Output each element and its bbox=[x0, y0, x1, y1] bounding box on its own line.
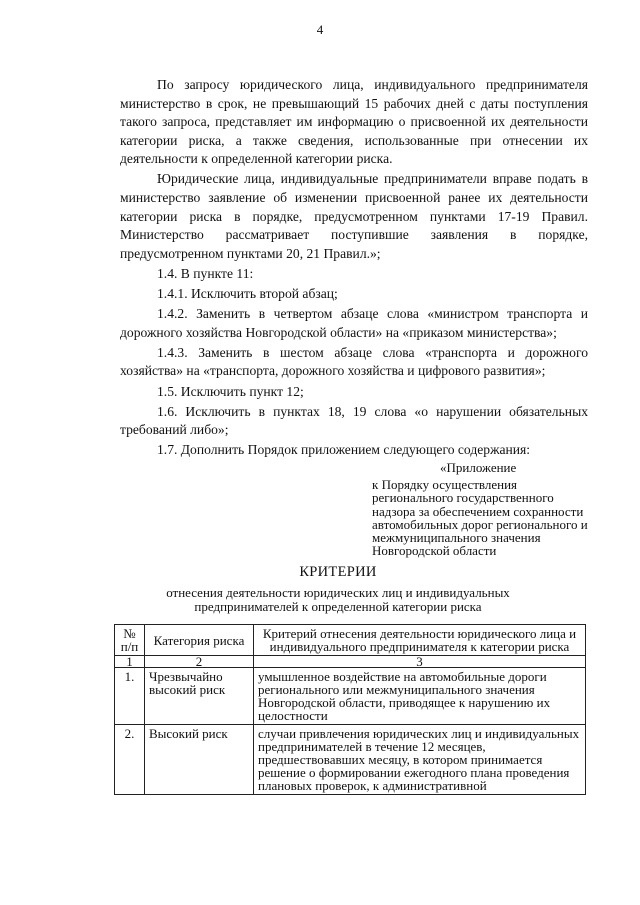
document-body bbox=[120, 76, 588, 461]
header-criterion: Критерий отнесения деятельности юридического лица и индивидуального предпринимателя к категории риска bbox=[254, 625, 586, 656]
header-category: Категория риска bbox=[145, 625, 254, 656]
paragraph: 1.4.1. Исключить второй абзац; bbox=[157, 286, 338, 302]
paragraph: 1.6. Исключить в пунктах 18, 19 слова «о нарушении обязательных требований либо»; bbox=[120, 403, 588, 438]
row-category: Высокий риск bbox=[145, 725, 254, 795]
row-category: Чрезвычайно высокий риск bbox=[145, 668, 254, 725]
column-number: 2 bbox=[145, 656, 254, 668]
appendix-block bbox=[372, 461, 594, 557]
paragraph: 1.5. Исключить пункт 12; bbox=[157, 383, 304, 399]
criteria-title: КРИТЕРИИ bbox=[299, 564, 377, 580]
header-number: № п/п bbox=[115, 625, 145, 656]
column-number: 3 bbox=[254, 656, 586, 668]
row-number: 1. bbox=[115, 668, 145, 725]
paragraph: 1.4.3. Заменить в шестом абзаце слова «транспорта и дорожного хозяйства» на «транспорта, дорожного хозяйства и цифрового развития»; bbox=[120, 344, 588, 379]
paragraph: 1.7. Дополнить Порядок приложением следующего содержания: bbox=[157, 442, 531, 458]
page-bottom-margin bbox=[0, 836, 640, 905]
table-header-row bbox=[115, 625, 586, 656]
page-number: 4 bbox=[316, 22, 324, 37]
paragraph: 1.4. В пункте 11: bbox=[157, 265, 254, 281]
paragraph: Юридические лица, индивидуальные предприниматели вправе подать в министерство заявление об изменении присвоенной ранее их деятельности категории риска в порядке, предусмотренном пунктами 17-19 Правил. Министерство рассматривает поступившие заявления в порядке, предусмотренном пунктами 20, 21 Правил.»; bbox=[120, 171, 588, 261]
table-row bbox=[115, 668, 586, 725]
appendix-heading: «Приложение bbox=[440, 460, 517, 475]
row-number: 2. bbox=[115, 725, 145, 795]
row-criterion: случаи привлечения юридических лиц и индивидуальных предпринимателей в течение 12 месяцев, предшествовавших месяцу, в котором принимается решение о формировании ежегодного плана проведения плановых проверок, к административной bbox=[254, 725, 586, 795]
criteria-subtitle: отнесения деятельности юридических лиц и индивидуальных предпринимателей к определенной категории риска bbox=[166, 585, 510, 614]
appendix-text: к Порядку осуществления регионального государственного надзора за обеспечением сохранности автомобильных дорог регионального и межмуниципального значения Новгородской области bbox=[372, 477, 588, 559]
column-number: 1 bbox=[115, 656, 145, 668]
criteria-table bbox=[114, 624, 586, 795]
column-number-row bbox=[115, 656, 586, 668]
row-criterion: умышленное воздействие на автомобильные дороги регионального или межмуниципального значения Новгородской области, приводящее к нарушению их целостности bbox=[254, 668, 586, 725]
paragraph: 1.4.2. Заменить в четвертом абзаце слова «министром транспорта и дорожного хозяйства Новгородской области» на «приказом министерства»; bbox=[120, 306, 588, 340]
table-row bbox=[115, 725, 586, 795]
paragraph: По запросу юридического лица, индивидуального предпринимателя министерство в срок, не превышающий 15 рабочих дней с даты поступления такого запроса, представляет им информацию о присвоенной их деятельности категории риска, а также сведения, использованные при отнесении их деятельности к определенной категории риска. bbox=[120, 77, 588, 167]
